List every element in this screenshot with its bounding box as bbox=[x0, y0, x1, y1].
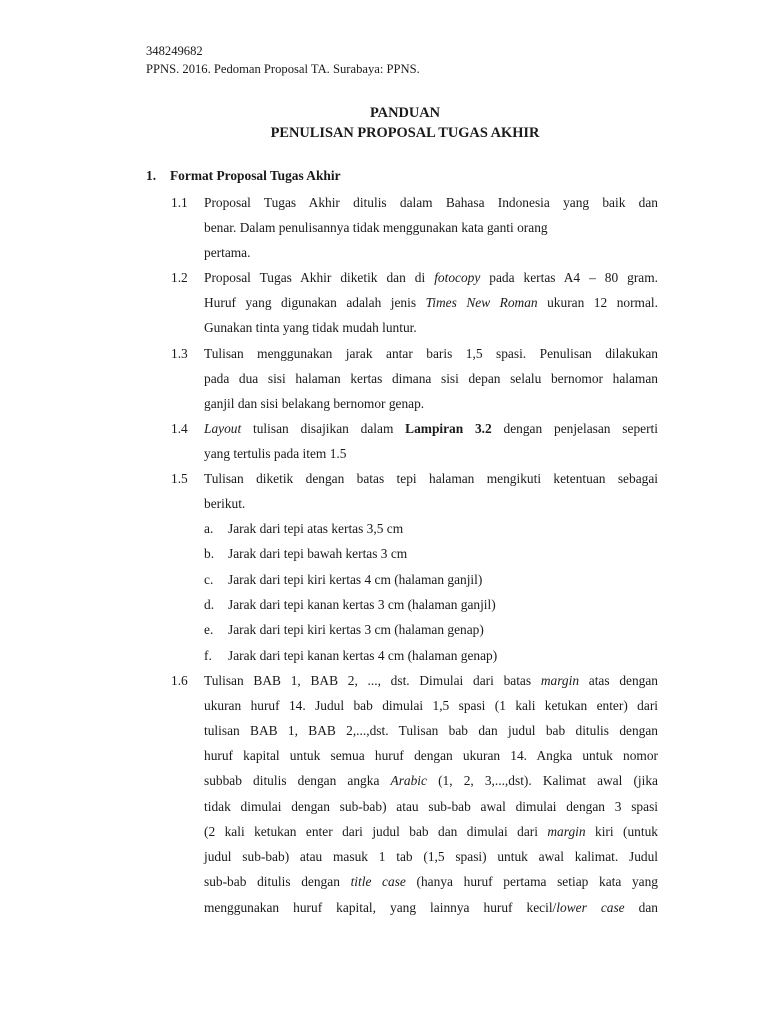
item-number: 1.6 bbox=[171, 673, 188, 688]
item-number: 1.4 bbox=[171, 421, 188, 436]
item-1-2-line-3: Gunakan tinta yang tidak mudah luntur. bbox=[204, 320, 417, 335]
item-number: 1.1 bbox=[171, 195, 188, 210]
page-title-line-1: PANDUAN bbox=[369, 105, 441, 121]
section-title: Format Proposal Tugas Akhir bbox=[170, 168, 341, 183]
item-1-3-line-2: pada dua sisi halaman kertas dimana sisi depan selalu bernomor halaman bbox=[204, 371, 658, 386]
list-item: Jarak dari tepi kiri kertas 3 cm (halaman genap) bbox=[228, 622, 484, 637]
section-heading bbox=[146, 168, 341, 184]
item-1-6-line-7: (2 kali ketukan enter dari judul bab dan dimulai dari margin kiri (untuk bbox=[204, 824, 658, 839]
item-1-6-line-5: subbab ditulis dengan angka Arabic (1, 2, 3,...,dst). Kalimat awal (jika bbox=[204, 773, 659, 788]
item-1-4-line-2: yang tertulis pada item 1.5 bbox=[204, 446, 347, 461]
item-1-2-line-2: Huruf yang digunakan adalah jenis Times New Roman ukuran 12 normal. bbox=[204, 295, 658, 310]
item-1-1-line-3: pertama. bbox=[204, 245, 251, 260]
list-item: Jarak dari tepi kanan kertas 4 cm (halaman genap) bbox=[228, 648, 498, 663]
item-1-5-line-1: Tulisan diketik dengan batas tepi halaman mengikuti ketentuan sebagai bbox=[204, 471, 658, 486]
list-item-letter: c. bbox=[204, 572, 214, 587]
page-title-line-2: PENULISAN PROPOSAL TUGAS AKHIR bbox=[270, 125, 540, 141]
item-1-6-line-8: judul sub-bab) atau masuk 1 tab (1,5 spasi) untuk awal kalimat. Judul bbox=[204, 849, 658, 864]
item-1-4-line-1: Layout tulisan disajikan dalam Lampiran 3.2 dengan penjelasan seperti bbox=[204, 421, 658, 436]
item-1-3-line-1: Tulisan menggunakan jarak antar baris 1,5 spasi. Penulisan dilakukan bbox=[204, 346, 658, 361]
item-1-6-line-1: Tulisan BAB 1, BAB 2, ..., dst. Dimulai dari batas margin atas dengan bbox=[204, 673, 658, 688]
section-number: 1. bbox=[146, 168, 157, 183]
item-1-1-line-1: Proposal Tugas Akhir ditulis dalam Bahasa Indonesia yang baik dan bbox=[204, 195, 658, 210]
item-number: 1.3 bbox=[171, 346, 188, 361]
item-1-6-line-10: menggunakan huruf kapital, yang lainnya huruf kecil/lower case dan bbox=[204, 900, 658, 915]
document-id: 348249682 bbox=[146, 44, 203, 58]
list-item: Jarak dari tepi kiri kertas 4 cm (halaman ganjil) bbox=[228, 572, 483, 587]
list-item: Jarak dari tepi kanan kertas 3 cm (halaman ganjil) bbox=[228, 597, 496, 612]
item-number: 1.2 bbox=[171, 270, 188, 285]
list-item-letter: e. bbox=[204, 622, 214, 637]
list-item: Jarak dari tepi atas kertas 3,5 cm bbox=[228, 521, 404, 536]
item-1-6-line-2: ukuran huruf 14. Judul bab dimulai 1,5 spasi (1 kali ketukan enter) dari bbox=[204, 698, 658, 713]
list-item-letter: a. bbox=[204, 521, 214, 536]
list-item: Jarak dari tepi bawah kertas 3 cm bbox=[228, 546, 408, 561]
list-item-letter: b. bbox=[204, 546, 215, 561]
list-item-letter: f. bbox=[204, 648, 212, 663]
item-1-2-line-1: Proposal Tugas Akhir diketik dan di fotocopy pada kertas A4 – 80 gram. bbox=[204, 270, 658, 285]
item-1-1-line-2: benar. Dalam penulisannya tidak menggunakan kata ganti orang bbox=[204, 220, 548, 235]
list-item-letter: d. bbox=[204, 597, 215, 612]
item-1-6-line-6: tidak dimulai dengan sub-bab) atau sub-bab awal dimulai dengan 3 spasi bbox=[204, 799, 658, 814]
item-1-5-line-2: berikut. bbox=[204, 496, 246, 511]
citation-line: PPNS. 2016. Pedoman Proposal TA. Surabaya: PPNS. bbox=[146, 62, 420, 76]
item-1-6-line-4: huruf kapital untuk semua huruf dengan ukuran 14. Angka untuk nomor bbox=[204, 748, 658, 763]
item-1-3-line-3: ganjil dan sisi belakang bernomor genap. bbox=[204, 396, 425, 411]
item-1-6-line-3: tulisan BAB 1, BAB 2,...,dst. Tulisan bab dan judul bab ditulis dengan bbox=[204, 723, 658, 738]
item-number: 1.5 bbox=[171, 471, 188, 486]
item-1-6-line-9: sub-bab ditulis dengan title case (hanya huruf pertama setiap kata yang bbox=[204, 874, 658, 889]
